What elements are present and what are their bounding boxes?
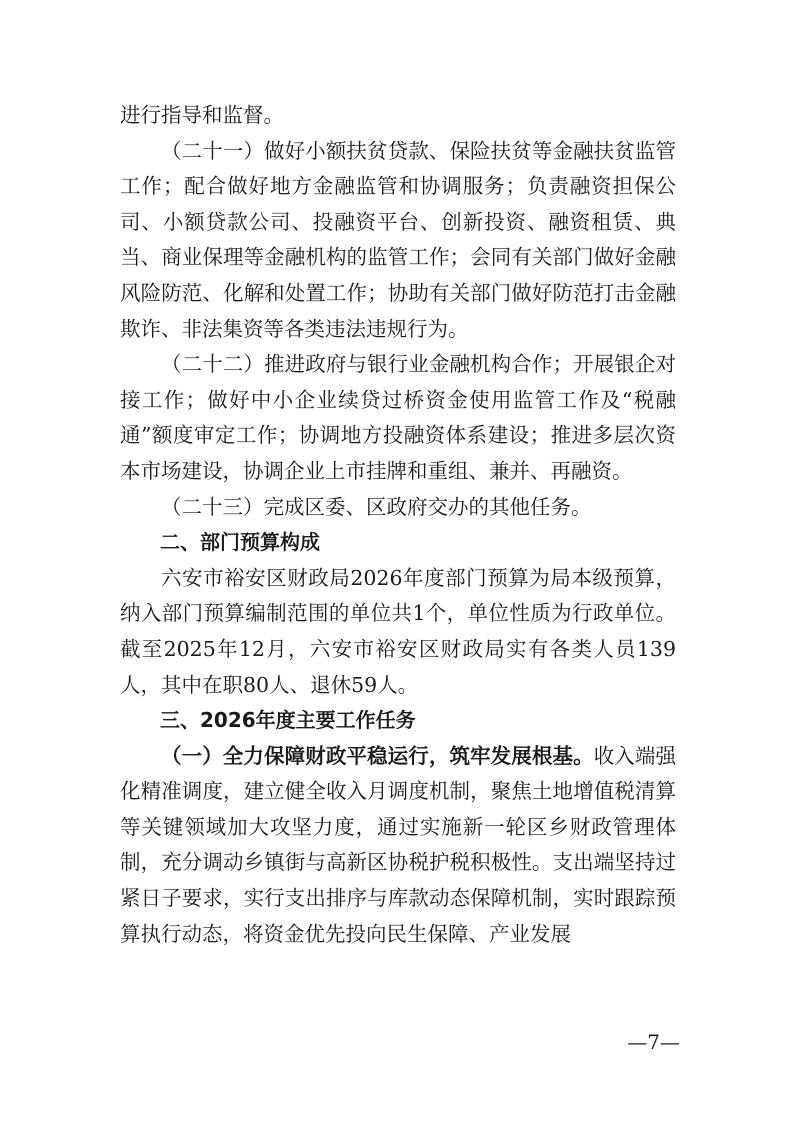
task-1-body: 收入端强化精准调度，建立健全收入月调度机制，聚焦土地增值税清算等关键领域加大攻坚力度，通过实施新一轮区乡财政管理体制，充分调动乡镇街与高新区协税护税积极性。支出端坚持过紧日子要求，实行支出排序与库款动态保障机制，实时跟踪预算执行动态，将资金优先投向民生保障、产业发展 (120, 743, 676, 946)
page-number: —7— (627, 1030, 680, 1054)
body-text (120, 98, 676, 952)
paragraph-budget-composition: 六安市裕安区财政局2026年度部门预算为局本级预算，纳入部门预算编制范围的单位共1个，单位性质为行政单位。截至2025年12月，六安市裕安区财政局实有各类人员139人，其中在职80人、退休59人。 (120, 565, 676, 697)
paragraph-item-21: （二十一）做好小额扶贫贷款、保险扶贫等金融扶贫监管工作；配合做好地方金融监管和协调服务；负责融资担保公司、小额贷款公司、投融资平台、创新投资、融资租赁、典当、商业保理等金融机构的监管工作；会同有关部门做好金融风险防范、化解和处置工作；协助有关部门做好防范打击金融欺诈、非法集资等各类违法违规行为。 (120, 138, 676, 341)
section-heading-budget-composition: 二、部门预算构成 (160, 530, 320, 555)
paragraph-item-22: （二十二）推进政府与银行业金融机构合作；开展银企对接工作；做好中小企业续贷过桥资金使用监管工作及“税融通”额度审定工作；协调地方投融资体系建设；推进多层次资本市场建设，协调企业上市挂牌和重组、兼并、再融资。 (120, 352, 676, 483)
paragraph-item-23: （二十三）完成区委、区政府交办的其他任务。 (161, 494, 592, 519)
section-heading-main-tasks: 三、2026年度主要工作任务 (160, 708, 416, 733)
task-1-lead: （一）全力保障财政平稳运行，筑牢发展根基。 (161, 743, 594, 768)
paragraph-task-1 (120, 739, 676, 953)
paragraph-continuation: 进行指导和监督。 (120, 103, 284, 127)
